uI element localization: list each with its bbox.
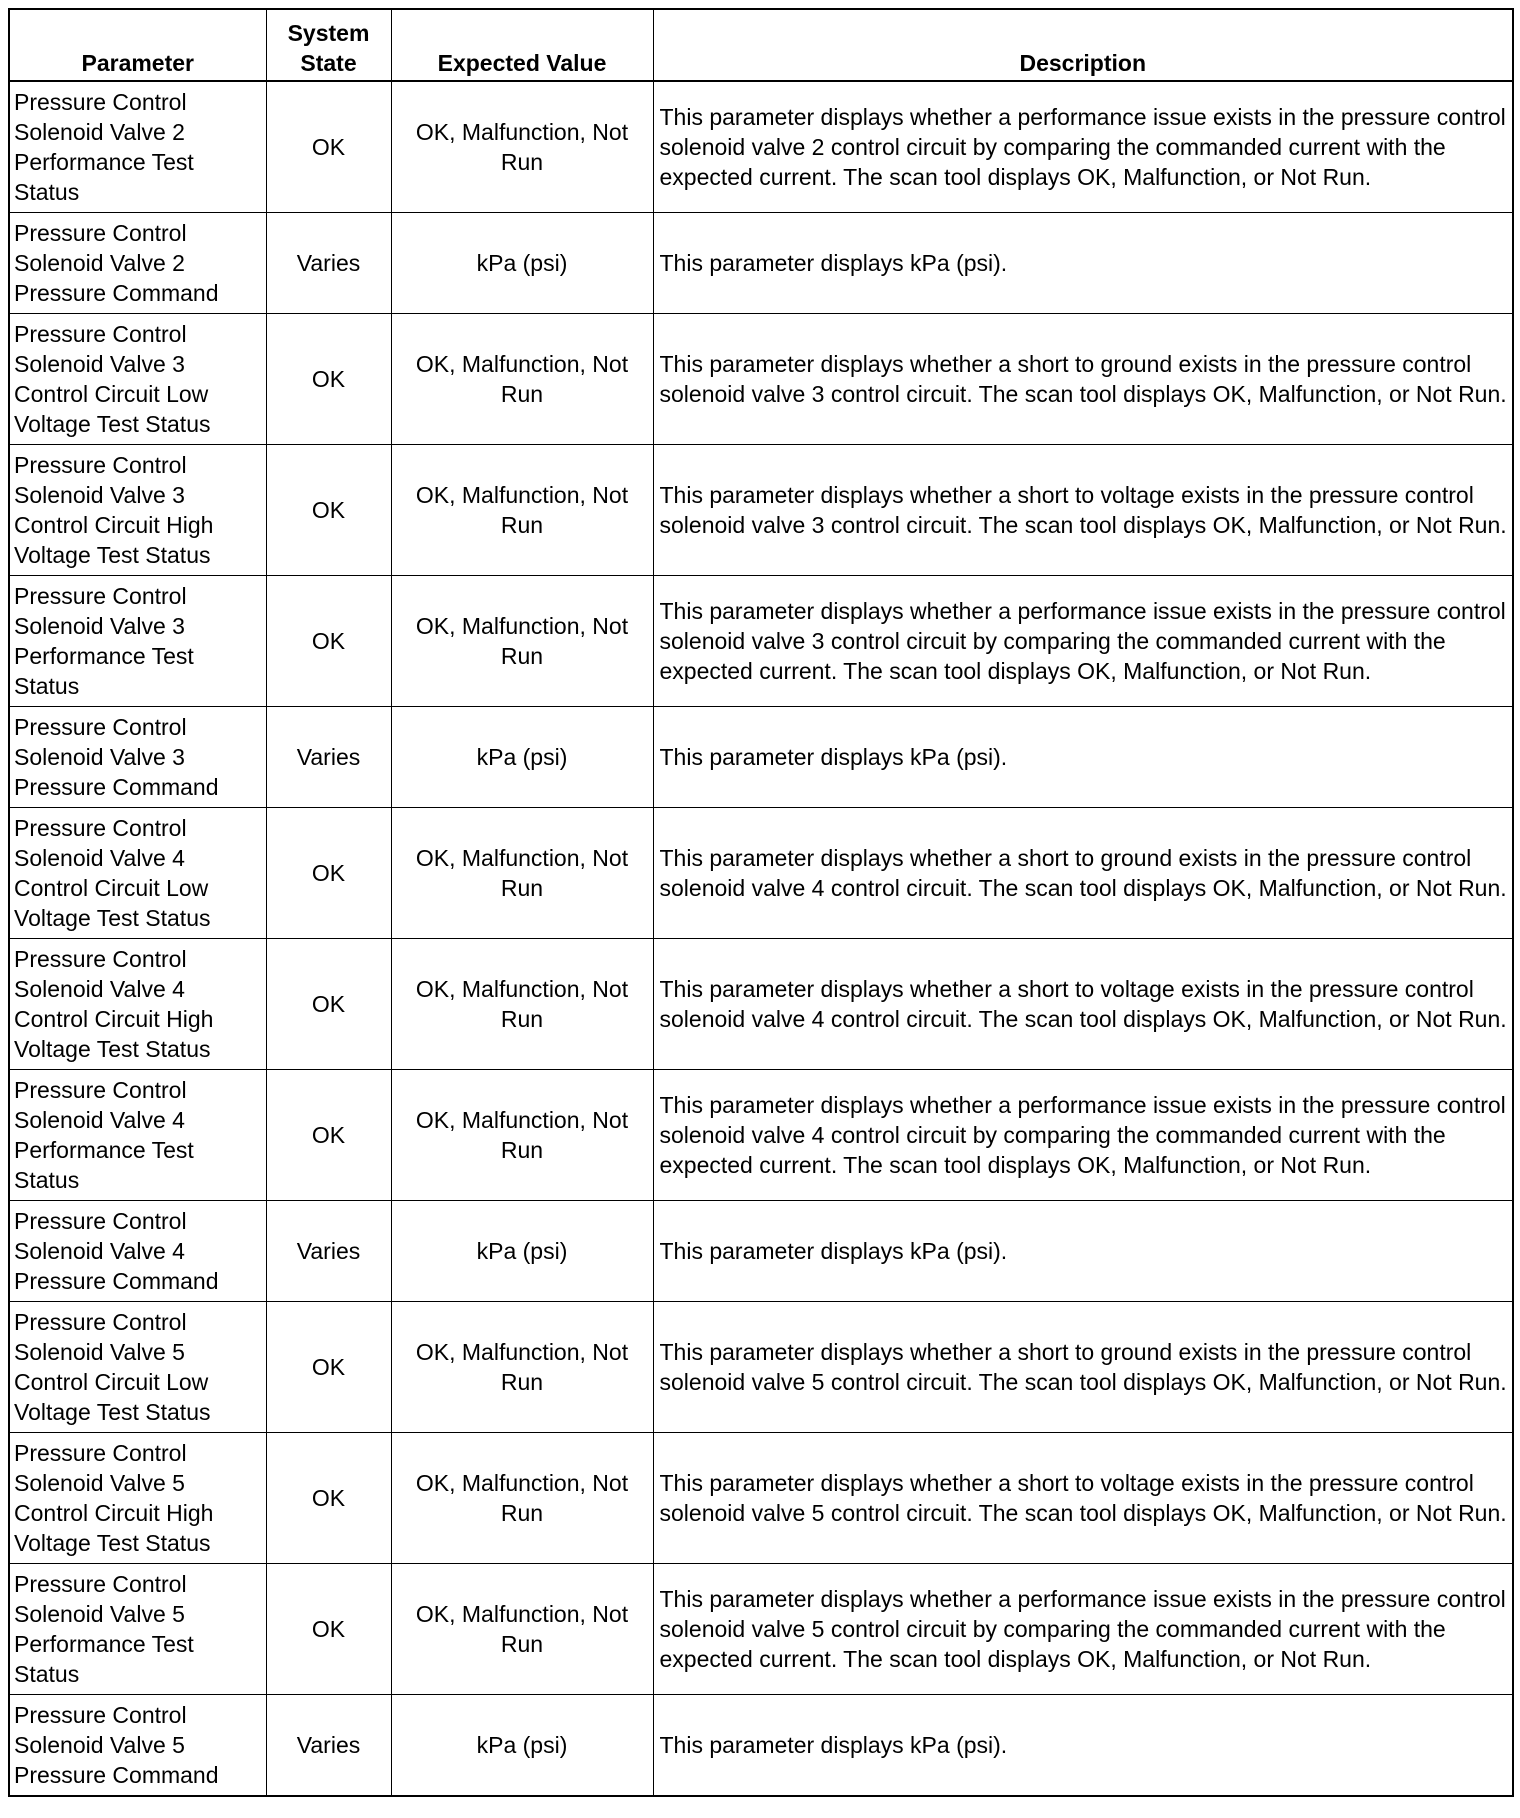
table-row [9,939,1513,1070]
table-row [9,1070,1513,1201]
table-row [9,1695,1513,1797]
cell-parameter: Pressure Control Solenoid Valve 4 Control Circuit Low Voltage Test Status [9,808,266,939]
cell-description: This parameter displays whether a short to voltage exists in the pressure control solenoid valve 5 control circuit. The scan tool displays OK, Malfunction, or Not Run. [653,1433,1513,1564]
cell-system-state: Varies [266,213,391,314]
cell-system-state: OK [266,1564,391,1695]
cell-expected-value: OK, Malfunction, Not Run [391,1564,653,1695]
cell-parameter: Pressure Control Solenoid Valve 4 Pressure Command [9,1201,266,1302]
cell-system-state: OK [266,314,391,445]
cell-system-state: Varies [266,1695,391,1797]
table-row [9,1433,1513,1564]
cell-description: This parameter displays kPa (psi). [653,1201,1513,1302]
table-header-row [9,9,1513,81]
cell-expected-value: kPa (psi) [391,213,653,314]
parameter-table [8,8,1514,1797]
cell-expected-value: OK, Malfunction, Not Run [391,808,653,939]
cell-system-state: Varies [266,707,391,808]
header-expected-value: Expected Value [391,9,653,81]
cell-description: This parameter displays whether a performance issue exists in the pressure control solenoid valve 3 control circuit by comparing the commanded current with the expected current. The scan tool displays OK, Malfunction, or Not Run. [653,576,1513,707]
table-row [9,576,1513,707]
cell-parameter: Pressure Control Solenoid Valve 3 Pressure Command [9,707,266,808]
cell-parameter: Pressure Control Solenoid Valve 3 Control Circuit High Voltage Test Status [9,445,266,576]
cell-system-state: Varies [266,1201,391,1302]
header-parameter: Parameter [9,9,266,81]
cell-parameter: Pressure Control Solenoid Valve 4 Control Circuit High Voltage Test Status [9,939,266,1070]
cell-parameter: Pressure Control Solenoid Valve 5 Performance Test Status [9,1564,266,1695]
cell-expected-value: OK, Malfunction, Not Run [391,939,653,1070]
cell-system-state: OK [266,445,391,576]
cell-parameter: Pressure Control Solenoid Valve 3 Control Circuit Low Voltage Test Status [9,314,266,445]
cell-system-state: OK [266,81,391,213]
table-row [9,1564,1513,1695]
cell-expected-value: OK, Malfunction, Not Run [391,1302,653,1433]
cell-parameter: Pressure Control Solenoid Valve 2 Performance Test Status [9,81,266,213]
cell-system-state: OK [266,1070,391,1201]
cell-expected-value: OK, Malfunction, Not Run [391,1070,653,1201]
cell-description: This parameter displays whether a performance issue exists in the pressure control solenoid valve 4 control circuit by comparing the commanded current with the expected current. The scan tool displays OK, Malfunction, or Not Run. [653,1070,1513,1201]
table-row [9,707,1513,808]
cell-parameter: Pressure Control Solenoid Valve 3 Performance Test Status [9,576,266,707]
table-row [9,1302,1513,1433]
cell-parameter: Pressure Control Solenoid Valve 4 Performance Test Status [9,1070,266,1201]
header-system-state: System State [266,9,391,81]
parameter-table-container [8,8,1512,1797]
cell-system-state: OK [266,808,391,939]
cell-expected-value: OK, Malfunction, Not Run [391,445,653,576]
cell-description: This parameter displays whether a short to ground exists in the pressure control solenoid valve 3 control circuit. The scan tool displays OK, Malfunction, or Not Run. [653,314,1513,445]
table-row [9,1201,1513,1302]
table-row [9,81,1513,213]
header-description: Description [653,9,1513,81]
cell-system-state: OK [266,576,391,707]
cell-expected-value: OK, Malfunction, Not Run [391,1433,653,1564]
cell-parameter: Pressure Control Solenoid Valve 2 Pressure Command [9,213,266,314]
cell-description: This parameter displays kPa (psi). [653,1695,1513,1797]
cell-expected-value: kPa (psi) [391,1201,653,1302]
cell-expected-value: kPa (psi) [391,1695,653,1797]
cell-description: This parameter displays whether a performance issue exists in the pressure control solenoid valve 5 control circuit by comparing the commanded current with the expected current. The scan tool displays OK, Malfunction, or Not Run. [653,1564,1513,1695]
table-row [9,213,1513,314]
cell-expected-value: OK, Malfunction, Not Run [391,576,653,707]
cell-expected-value: kPa (psi) [391,707,653,808]
cell-parameter: Pressure Control Solenoid Valve 5 Control Circuit Low Voltage Test Status [9,1302,266,1433]
cell-description: This parameter displays whether a short to voltage exists in the pressure control solenoid valve 3 control circuit. The scan tool displays OK, Malfunction, or Not Run. [653,445,1513,576]
cell-description: This parameter displays kPa (psi). [653,707,1513,808]
cell-expected-value: OK, Malfunction, Not Run [391,81,653,213]
cell-description: This parameter displays whether a short to voltage exists in the pressure control solenoid valve 4 control circuit. The scan tool displays OK, Malfunction, or Not Run. [653,939,1513,1070]
cell-description: This parameter displays whether a performance issue exists in the pressure control solenoid valve 2 control circuit by comparing the commanded current with the expected current. The scan tool displays OK, Malfunction, or Not Run. [653,81,1513,213]
cell-system-state: OK [266,1433,391,1564]
cell-parameter: Pressure Control Solenoid Valve 5 Pressure Command [9,1695,266,1797]
table-row [9,808,1513,939]
cell-system-state: OK [266,939,391,1070]
cell-description: This parameter displays kPa (psi). [653,213,1513,314]
table-row [9,314,1513,445]
cell-parameter: Pressure Control Solenoid Valve 5 Control Circuit High Voltage Test Status [9,1433,266,1564]
cell-description: This parameter displays whether a short to ground exists in the pressure control solenoid valve 5 control circuit. The scan tool displays OK, Malfunction, or Not Run. [653,1302,1513,1433]
cell-expected-value: OK, Malfunction, Not Run [391,314,653,445]
table-row [9,445,1513,576]
cell-description: This parameter displays whether a short to ground exists in the pressure control solenoid valve 4 control circuit. The scan tool displays OK, Malfunction, or Not Run. [653,808,1513,939]
cell-system-state: OK [266,1302,391,1433]
